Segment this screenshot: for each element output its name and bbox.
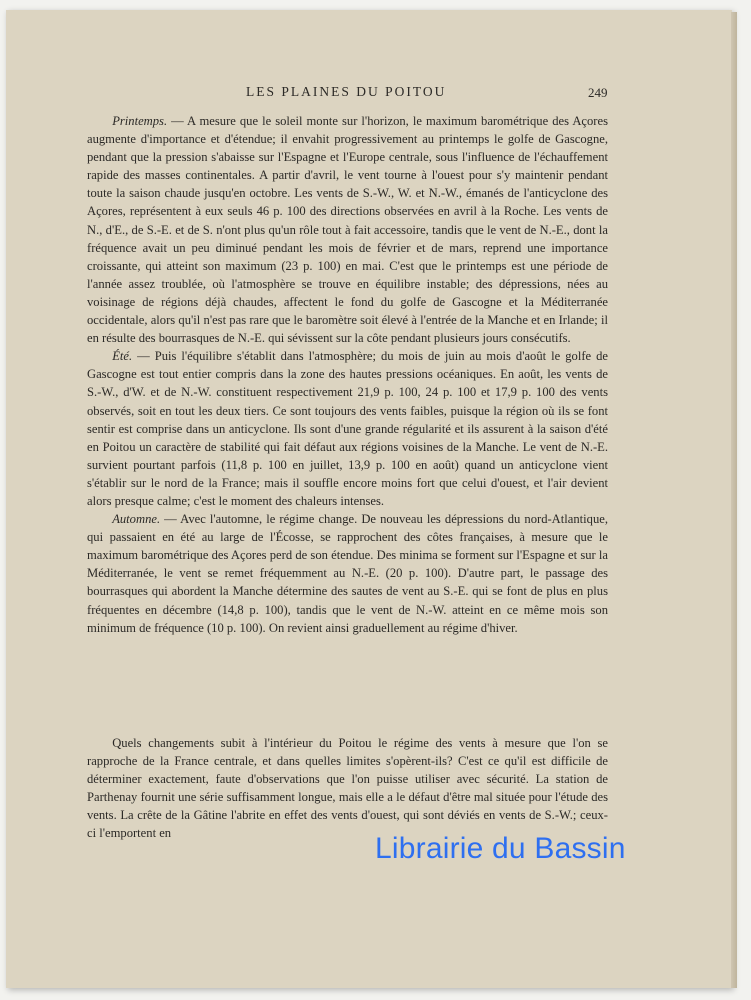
lead-autumn: Automne. [112,512,161,527]
seasons-section [87,112,608,637]
paragraph-summer [87,347,608,510]
text-autumn: — Avec l'automne, le régime change. De nouveau les dépressions du nord-Atlantique, qui passaient en été au large de l'Écosse, se rapprochent des côtes françaises, à mesure que le maximum barométrique des Açores perd de son étendue. Des minima se forment sur l'Espagne et sur la Méditerranée, le vent se remet fréquemment au N.-E. (20 p. 100). D'autre part, le passage des bourrasques qui abordent la Manche détermine des sautes de vent au S.-E. qui se font de plus en plus fréquentes en décembre (14,8 p. 100), tandis que le vent de N.-W. atteint en ce même mois son minimum de fréquence (10 p. 100). On revient ainsi graduellement au régime d'hiver. [87,512,608,635]
page-edge [731,12,737,988]
lead-spring: Printemps. [112,114,168,128]
watermark-text: Librairie du Bassin [375,832,626,865]
paragraph-closing [87,734,608,843]
text-closing: Quels changements subit à l'intérieur du Poitou le régime des vents à mesure que l'on se rapproche de la France centrale, et dans quelles limites s'opèrent-ils? C'est ce qu'il est difficile de déterminer exactement, faute d'observations que l'on puisse utiliser avec sécurité. La station de Parthenay fournit une série suffisamment longue, mais elle a le défaut d'être mal située pour l'étude des vents. La crête de la Gâtine l'abrite en effet des vents d'ouest, qui sont déviés en vents de S.-W.; ceux-ci l'emportent en [87,736,608,841]
paragraph-autumn [87,510,608,637]
text-summer: — Puis l'équilibre s'établit dans l'atmosphère; du mois de juin au mois d'août le golfe de Gascogne est tout entier compris dans la zone des hautes pressions océaniques. En août, les vents de S.-W., d'W. et de N.-W. constituent respectivement 21,9 p. 100, 24 p. 100 et 17,9 p. 100 des vents observés, soit en tout les deux tiers. Ce sont toujours des vents faibles, puisque la région où ils se font sentir est comprise dans un anticyclone. Ils sont d'une grande régularité et ils assurent à la saison d'été en Poitou un caractère de stabilité qui fait défaut aux régions voisines de la Manche. Le vent de N.-E. survient pourtant parfois (11,8 p. 100 en juillet, 13,9 p. 100 en août) quand un anticyclone vient s'établir sur le nord de la France; mais il souffle encore moins fort que celui d'ouest, et l'air devient alors presque calme; c'est le moment des chaleurs intenses. [87,349,608,508]
text-spring: — A mesure que le soleil monte sur l'horizon, le maximum barométrique des Açores augmente d'importance et d'étendue; il envahit progressivement au printemps le golfe de Gascogne, pendant que la pression s'abaisse sur l'Espagne et l'Europe centrale, sous l'influence de l'échauffement rapide des masses continentales. A partir d'avril, le vent tourne à l'ouest pour s'y maintenir pendant toute la saison chaude jusqu'en octobre. Les vents de S.-W., W. et N.-W., émanés de l'anticyclone des Açores, représentent à eux seuls 46 p. 100 des directions observées en avril à la Roche. Les vents de N., d'E., de S.-E. et de S. n'ont plus qu'un rôle tout à fait accessoire, tandis que le vent de N.-E., dont la fréquence avait un peu diminué pendant les mois de février et de mars, reprend une importance croissante, qui atteint son maximum (23 p. 100) en mai. C'est que le printemps est une période de l'année assez troublée, où l'atmosphère se trouve en équilibre instable; des dépressions, nées au voisinage de régions déjà chaudes, affectent le fond du golfe de Gascogne et la Méditerranée occidentale, alors qu'il n'est pas rare que le baromètre soit élevé à l'entrée de la Manche et en Irlande; il en résulte des bourrasques de N.-E. qui sévissent sur la côte pendant plusieurs jours consécutifs. [87,114,608,346]
closing-section [87,734,608,843]
lead-summer: Été. [112,349,133,364]
paragraph-spring [87,112,608,347]
page-number: 249 [588,85,608,100]
running-title: LES PLAINES DU POITOU [246,84,447,99]
running-header [0,84,751,104]
